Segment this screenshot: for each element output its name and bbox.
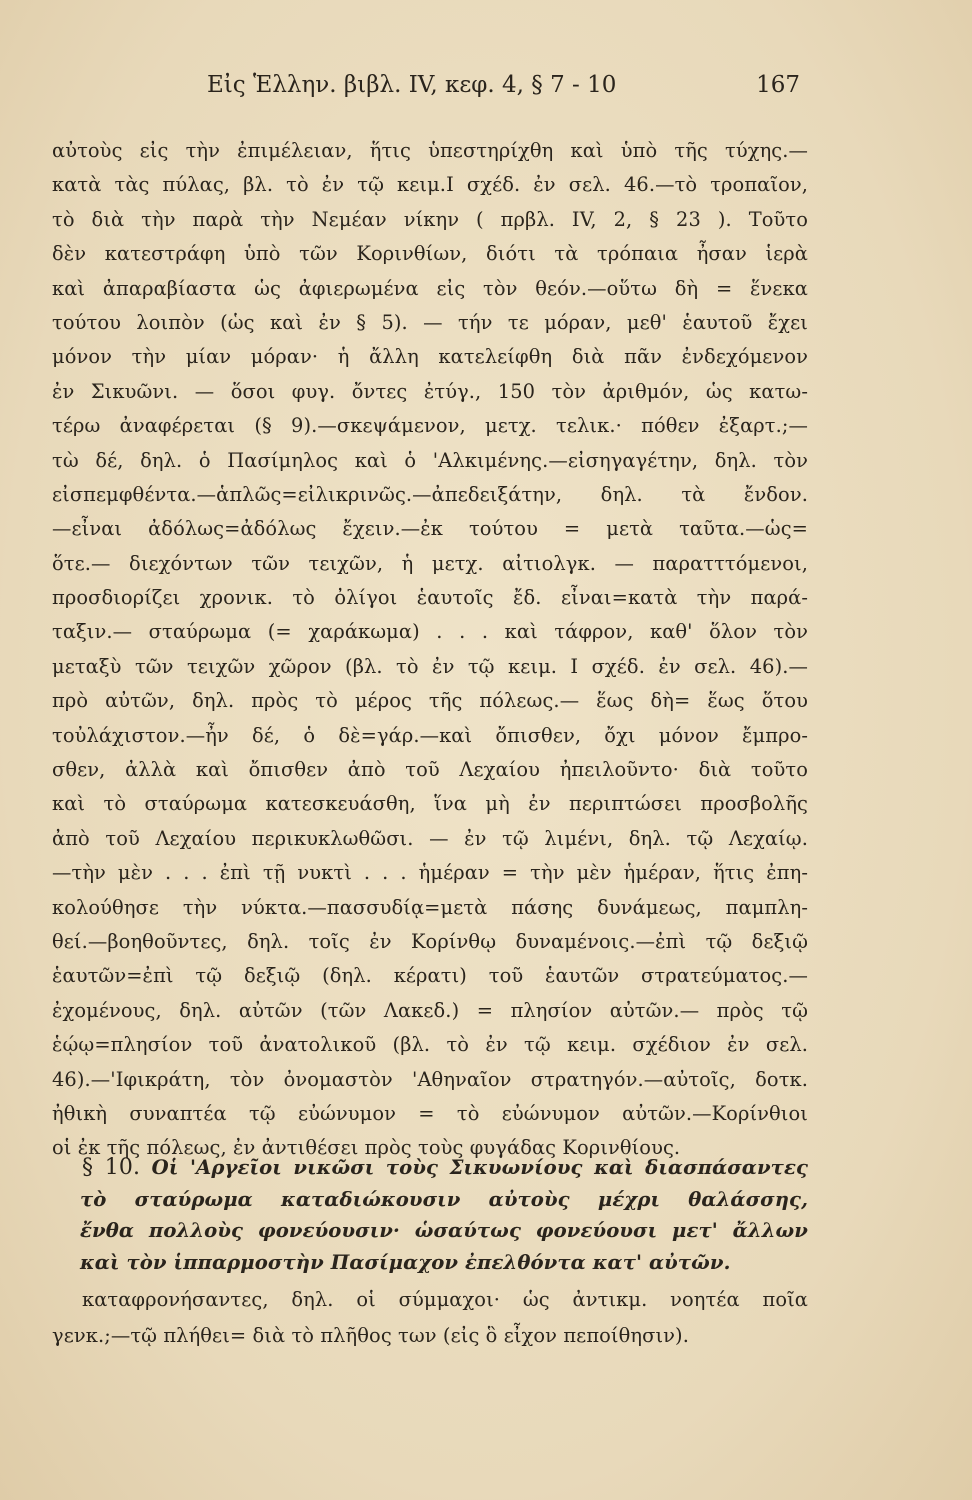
text-line: δὲν κατεστράφη ὑπὸ τῶν Κορινθίων, διότι τὰ τρόπαια ἦσαν ἱερὰ (52, 242, 808, 266)
text-line: ἐχομένους, δηλ. αὐτῶν (τῶν Λακεδ.) = πλησίον αὐτῶν.— πρὸς τῷ (52, 998, 808, 1022)
text-line: μεταξὺ τῶν τειχῶν χῶρον (βλ. τὸ ἐν τῷ κειμ. Ι σχέδ. ἐν σελ. 46).— (52, 654, 808, 678)
text-line: εἰσπεμφθέντα.—ἁπλῶς=εἰλικρινῶς.—ἀπεδειξάτην, δηλ. τὰ ἔνδον. (52, 482, 808, 506)
text-line: ἐν Σικυῶνι. — ὅσοι φυγ. ὄντες ἐτύγ., 150 τὸν ἀριθμόν, ὡς κατω- (52, 379, 808, 403)
section-line: Οἱ 'Αργεῖοι νικῶσι τοὺς Σικυωνίους καὶ διασπάσαντες (151, 1156, 808, 1179)
text-line: θεί.—βοηθοῦντες, δηλ. τοῖς ἐν Κορίνθῳ δυναμένοις.—ἐπὶ τῷ δεξιῷ (52, 929, 808, 953)
text-line: αὐτοὺς εἰς τὴν ἐπιμέλειαν, ἥτις ὑπεστηρίχθη καὶ ὑπὸ τῆς τύχης.— (52, 139, 808, 162)
text-line: ἑῴῳ=πλησίον τοῦ ἀνατολικοῦ (βλ. τὸ ἐν τῷ κειμ. σχέδιον ἐν σελ. (52, 1033, 808, 1057)
text-line: τούτου λοιπὸν (ὡς καὶ ἐν § 5). — τήν τε μόραν, μεθ' ἑαυτοῦ ἔχει (52, 310, 808, 334)
text-line: προσδιορίζει χρονικ. τὸ ὀλίγοι ἑαυτοῖς ἔδ. εἶναι=κατὰ τὴν παρά- (52, 586, 808, 610)
running-title: Εἰς Ἑλλην. βιβλ. IV, κεφ. 4, § 7 - 10 (207, 72, 617, 98)
section-line: ἔνθα πολλοὺς φονεύουσιν· ὡσαύτως φονεύουσι μετ' ἄλλων (80, 1219, 808, 1243)
text-line: καὶ ἀπαραβίαστα ὡς ἀφιερωμένα εἰς τὸν θεόν.—οὕτω δὴ = ἕνεκα (52, 276, 808, 300)
text-line: ἑαυτῶν=ἐπὶ τῷ δεξιῷ (δηλ. κέρατι) τοῦ ἑαυτῶν στρατεύματος.— (52, 964, 808, 988)
section-number: § 10. (82, 1155, 141, 1180)
text-line: γενκ.;—τῷ πλήθει= διὰ τὸ πλῆθος των (εἰς ὃ εἶχον πεποίθησιν). (52, 1324, 689, 1347)
text-line: οἱ ἐκ τῆς πόλεως, ἐν ἀντιθέσει πρὸς τοὺς φυγάδας Κορινθίους. (52, 1136, 681, 1160)
text-line: καὶ τὸ σταύρωμα κατεσκευάσθη, ἵνα μὴ ἐν περιπτώσει προσβολῆς (52, 792, 808, 816)
section-10-summary (52, 1152, 808, 1278)
text-line: τὼ δέ, δηλ. ὁ Πασίμηλος καὶ ὁ 'Αλκιμένης.—εἰσηγαγέτην, δηλ. τὸν (52, 448, 808, 472)
text-line: —εἶναι ἀδόλως=ἀδόλως ἔχειν.—ἐκ τούτου = μετὰ ταῦτα.—ὡς= (52, 517, 808, 541)
page-number: 167 (756, 72, 800, 98)
text-line: ὅτε.— διεχόντων τῶν τειχῶν, ἡ μετχ. αἰτιολγκ. — παρατττόμενοι, (52, 551, 808, 575)
text-line: τέρω ἀναφέρεται (§ 9).—σκεψάμενον, μετχ. τελικ.· πόθεν ἐξαρτ.;— (52, 414, 808, 438)
text-line: κατὰ τὰς πύλας, βλ. τὸ ἐν τῷ κειμ.Ι σχέδ. ἐν σελ. 46.—τὸ τροπαῖον, (52, 173, 808, 197)
text-line: ταξιν.— σταύρωμα (= χαράκωμα) . . . καὶ τάφρον, καθ' ὅλον τὸν (52, 620, 808, 644)
text-line: τὸ διὰ τὴν παρὰ τὴν Νεμέαν νίκην ( πρβλ. IV, 2, § 23 ). Τοῦτο (52, 207, 808, 231)
text-line: μόνον τὴν μίαν μόραν· ἡ ἄλλη κατελείφθη διὰ πᾶν ἐνδεχόμενον (52, 345, 808, 369)
section-line: τὸ σταύρωμα καταδιώκουσιν αὐτοὺς μέχρι θαλάσσης, (80, 1187, 808, 1211)
text-line: ἠθικὴ συναπτέα τῷ εὐώνυμον = τὸ εὐώνυμον αὐτῶν.—Κορίνθιοι (52, 1101, 808, 1125)
text-line: καταφρονήσαντες, δηλ. οἱ σύμμαχοι· ὡς ἀντικμ. νοητέα ποῖα (82, 1288, 808, 1311)
text-line: σθεν, ἀλλὰ καὶ ὄπισθεν ἀπὸ τοῦ Λεχαίου ἠπειλοῦντο· διὰ τοῦτο (52, 758, 808, 782)
text-line: —τὴν μὲν . . . ἐπὶ τῇ νυκτὶ . . . ἡμέραν = τὴν μὲν ἡμέραν, ἥτις ἐπη- (52, 861, 808, 885)
section-line: καὶ τὸν ἱππαρμοστὴν Πασίμαχον ἐπελθόντα κατ' αὐτῶν. (80, 1250, 731, 1274)
commentary-text (52, 134, 808, 1166)
text-line: 46).—'Ιφικράτη, τὸν ὀνομαστὸν 'Αθηναῖον στρατηγόν.—αὐτοῖς, δοτκ. (52, 1067, 808, 1091)
text-line: τοὐλάχιστον.—ἦν δέ, ὁ δὲ=γάρ.—καὶ ὄπισθεν, ὄχι μόνον ἔμπρο- (52, 723, 808, 747)
section-10-commentary (52, 1282, 808, 1354)
text-line: πρὸ αὐτῶν, δηλ. πρὸς τὸ μέρος τῆς πόλεως.— ἕως δὴ= ἕως ὅτου (52, 689, 808, 713)
text-line: κολούθησε τὴν νύκτα.—πασσυδίᾳ=μετὰ πάσης δυνάμεως, παμπλη- (52, 895, 808, 919)
text-line: ἀπὸ τοῦ Λεχαίου περικυκλωθῶσι. — ἐν τῷ λιμένι, δηλ. τῷ Λεχαίῳ. (52, 826, 808, 850)
page-header (52, 72, 800, 112)
